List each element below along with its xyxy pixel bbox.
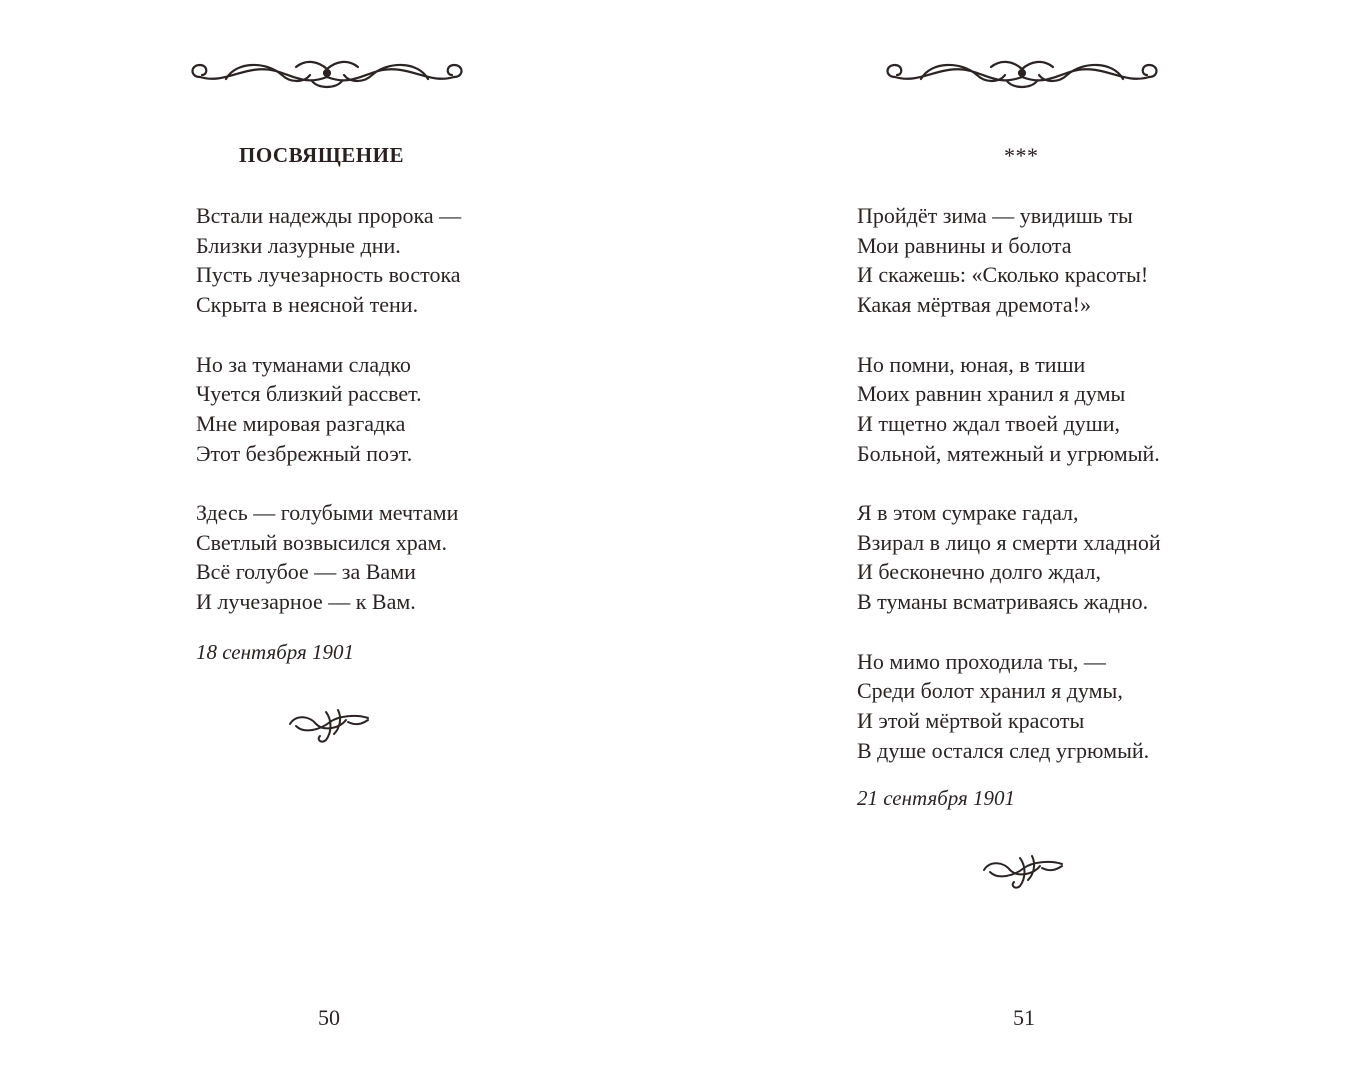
poem-line: И этой мёртвой красоты xyxy=(857,707,1085,733)
poem-line: Мне мировая разгадка xyxy=(196,410,406,436)
poem-body xyxy=(196,201,461,647)
poem-date: 18 сентября 1901 xyxy=(196,640,355,664)
poem-line: Больной, мятежный и угрюмый. xyxy=(857,440,1160,466)
poem-line: И скажешь: «Сколько красоты! xyxy=(857,262,1149,288)
poem-line: Близки лазурные дни. xyxy=(196,232,401,258)
poem-line: И лучезарное — к Вам. xyxy=(196,589,416,615)
stanza xyxy=(857,647,1161,766)
poem-line: Здесь — голубыми мечтами xyxy=(196,500,459,525)
poem-date: 21 сентября 1901 xyxy=(857,786,1016,810)
poem-line: Но помни, юная, в тиши xyxy=(857,351,1086,377)
flourish-ornament-icon xyxy=(286,706,372,746)
poem-line: Светлый возвысился храм. xyxy=(196,529,447,555)
right-page xyxy=(686,0,1372,1080)
poem-line: И тщетно ждал твоей души, xyxy=(857,410,1120,436)
poem-line: Пусть лучезарность востока xyxy=(196,262,461,288)
page-number: 51 xyxy=(1013,1005,1035,1030)
scroll-flourish-ornament-icon xyxy=(186,55,468,95)
poem-line: И бесконечно долго ждал, xyxy=(857,559,1101,585)
poem-line: Среди болот хранил я думы, xyxy=(857,678,1123,704)
poem-body xyxy=(857,201,1161,795)
stanza xyxy=(196,498,461,617)
poem-line: Какая мёртвая дремота!» xyxy=(857,292,1091,318)
poem-line: Мои равнины и болота xyxy=(857,232,1072,258)
poem-line: Моих равнин хранил я думы xyxy=(857,381,1126,407)
stanza xyxy=(857,201,1161,320)
page-number: 50 xyxy=(318,1005,340,1030)
poem-line: В душе остался след угрюмый. xyxy=(857,737,1150,763)
poem-title: ПОСВЯЩЕНИЕ xyxy=(239,143,404,167)
stanza xyxy=(196,350,461,469)
poem-line: Этот безбрежный поэт. xyxy=(196,440,413,466)
poem-line: Скрыта в неясной тени. xyxy=(196,292,419,318)
poem-line: Чуется близкий рассвет. xyxy=(196,381,422,407)
poem-line: В туманы всматриваясь жадно. xyxy=(857,589,1149,615)
stanza xyxy=(857,498,1161,617)
poem-line: Встали надежды пророка — xyxy=(196,203,462,228)
poem-title: *** xyxy=(1004,143,1039,168)
poem-line: Всё голубое — за Вами xyxy=(196,559,416,585)
poem-line: Я в этом сумраке гадал, xyxy=(857,500,1079,525)
poem-line: Но мимо проходила ты, — xyxy=(857,648,1106,674)
poem-line: Пройдёт зима — увидишь ты xyxy=(857,203,1133,228)
poem-line: Но за туманами сладко xyxy=(196,351,411,377)
poem-line: Взирал в лицо я смерти хладной xyxy=(857,529,1161,555)
flourish-ornament-icon xyxy=(980,852,1066,892)
scroll-flourish-ornament-icon xyxy=(881,55,1163,95)
stanza xyxy=(857,350,1161,469)
stanza xyxy=(196,201,461,320)
